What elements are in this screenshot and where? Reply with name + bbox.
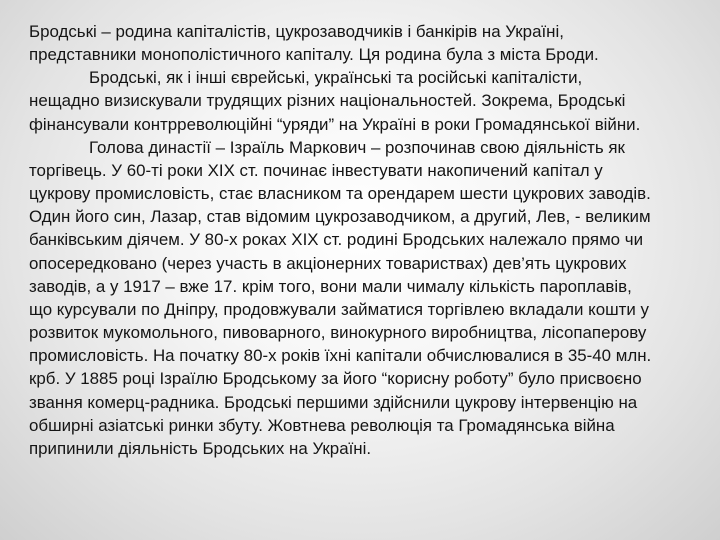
text-line: представники монополістичного капіталу. Ця родина була з міста Броди.	[29, 45, 599, 65]
text-line: що курсували по Дніпру, продовжували займатися торгівлею вкладали кошти у	[29, 299, 649, 319]
text-line: банківським діячем. У 80-х роках ХІХ ст. родині Бродських належало прямо чи	[29, 230, 643, 250]
text-line: промисловість. На початку 80-х років їхні капітали обчислювалися в 35-40 млн.	[29, 346, 652, 366]
text-line: розвиток мукомольного, пивоварного, винокурного виробництва, лісопаперову	[29, 323, 647, 343]
text-line: Бродські – родина капіталістів, цукрозаводчиків і банкірів на Україні,	[29, 22, 564, 41]
text-line: заводів, а у 1917 – вже 17. крім того, вони мали чималу кількість пароплавів,	[29, 276, 632, 296]
text-line: крб. У 1885 році Ізраїлю Бродському за його “корисну роботу” було присвоєно	[29, 369, 642, 389]
text-line: звання комерц-радника. Бродські першими здійснили цукрову інтервенцію на	[29, 392, 638, 412]
text-line: Голова династії – Ізраїль Маркович – розпочинав свою діяльність як	[89, 137, 625, 157]
text-line: обширні азіатські ринки збуту. Жовтнева революція та Громадянська війна	[29, 415, 615, 435]
text-line: торгівець. У 60-ті роки ХІХ ст. починає інвестувати накопичений капітал у	[29, 160, 603, 180]
text-line: нещадно визискували трудящих різних національностей. Зокрема, Бродські	[29, 91, 626, 111]
text-line: Один його син, Лазар, став відомим цукрозаводчиком, а другий, Лев, - великим	[29, 207, 651, 227]
text-line: припинили діяльність Бродських на Україні.	[29, 438, 372, 458]
text-line: фінансували контрреволюційні “уряди” на Україні в роки Громадянської війни.	[29, 114, 641, 134]
slide-text-body	[29, 20, 697, 460]
text-line: Бродські, як і інші єврейські, українські та російські капіталісти,	[89, 68, 583, 88]
text-line: опосередковано (через участь в акціонерних товариствах) дев’ять цукрових	[29, 253, 627, 273]
text-line: цукрову промисловість, стає власником та орендарем шести цукрових заводів.	[29, 184, 651, 204]
